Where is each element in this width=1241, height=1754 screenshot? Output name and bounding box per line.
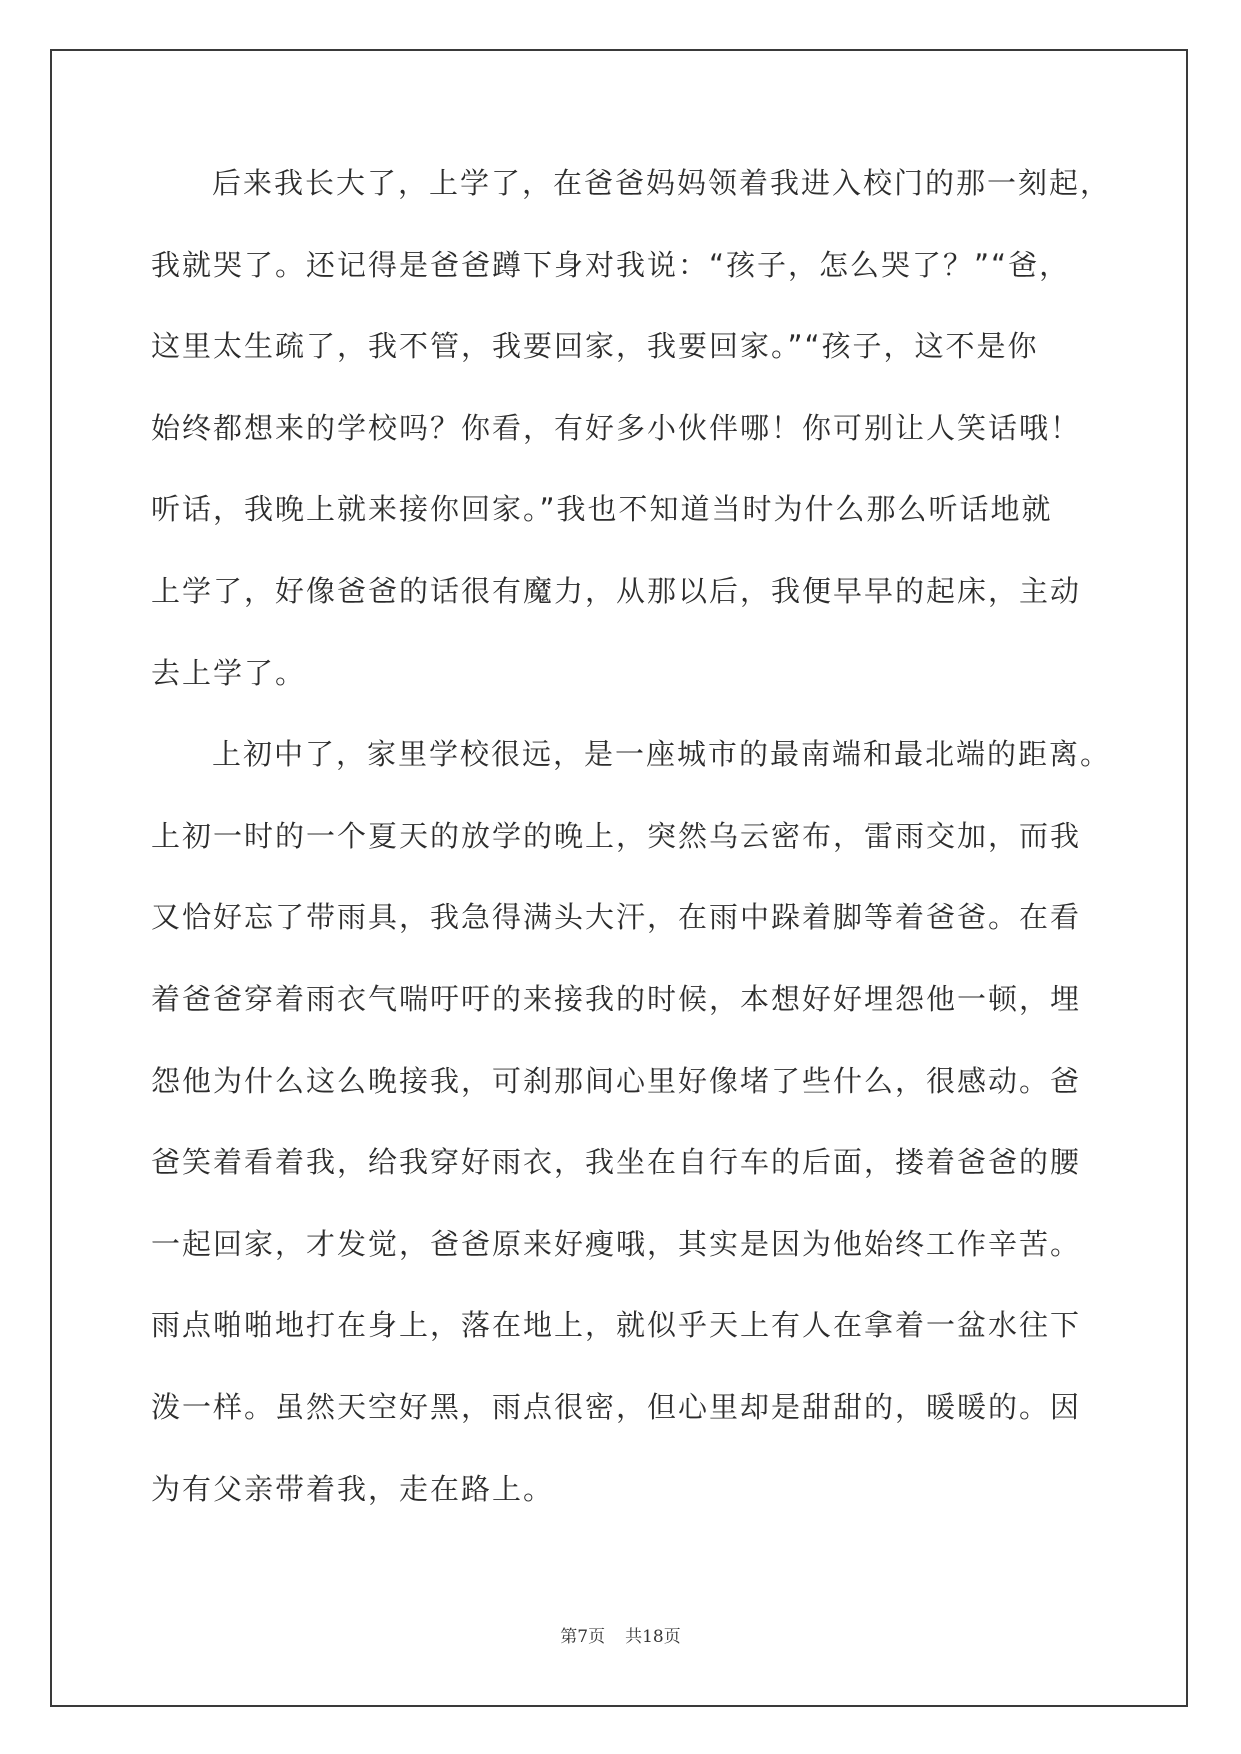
text-line: 后来我长大了，上学了，在爸爸妈妈领着我进入校门的那一刻起， xyxy=(212,166,1112,200)
document-body xyxy=(151,158,1112,1545)
text-line: 又恰好忘了带雨具，我急得满头大汗，在雨中跺着脚等着爸爸。在看 xyxy=(151,900,1082,935)
text-line: 去上学了。 xyxy=(151,655,307,690)
text-line: 上初一时的一个夏天的放学的晚上，突然乌云密布，雷雨交加，而我 xyxy=(151,818,1082,853)
text-line: 这里太生疏了，我不管，我要回家，我要回家。”“孩子，这不是你 xyxy=(151,329,1039,364)
text-line: 我就哭了。还记得是爸爸蹲下身对我说：“孩子，怎么哭了？”“爸， xyxy=(151,247,1071,282)
page-footer xyxy=(0,1622,1241,1647)
text-line: 一起回家，才发觉，爸爸原来好瘦哦，其实是因为他始终工作辛苦。 xyxy=(151,1226,1082,1261)
text-line: 听话，我晚上就来接你回家。”我也不知道当时为什么那么听话地就 xyxy=(151,492,1053,527)
text-line: 上学了，好像爸爸的话很有魔力，从那以后，我便早早的起床，主动 xyxy=(151,573,1082,608)
page-number: 第7页 xyxy=(560,1627,606,1647)
text-line: 怨他为什么这么晚接我，可刹那间心里好像堵了些什么，很感动。爸 xyxy=(151,1063,1082,1098)
paragraph xyxy=(151,729,1112,1545)
text-line: 为有父亲带着我，走在路上。 xyxy=(151,1471,555,1506)
text-line: 上初中了，家里学校很远，是一座城市的最南端和最北端的距离。 xyxy=(212,737,1112,772)
page-total: 共18页 xyxy=(625,1627,681,1647)
text-line: 始终都想来的学校吗？你看，有好多小伙伴哪！你可别让人笑话哦！ xyxy=(151,410,1082,445)
text-line: 雨点啪啪地打在身上，落在地上，就似乎天上有人在拿着一盆水往下 xyxy=(151,1308,1082,1343)
text-line: 泼一样。虽然天空好黑，雨点很密，但心里却是甜甜的，暖暖的。因 xyxy=(151,1389,1082,1424)
paragraph xyxy=(151,158,1112,729)
text-line: 着爸爸穿着雨衣气喘吁吁的来接我的时候，本想好好埋怨他一顿，埋 xyxy=(151,981,1082,1016)
text-line: 爸笑着看着我，给我穿好雨衣，我坐在自行车的后面，搂着爸爸的腰 xyxy=(151,1145,1082,1180)
